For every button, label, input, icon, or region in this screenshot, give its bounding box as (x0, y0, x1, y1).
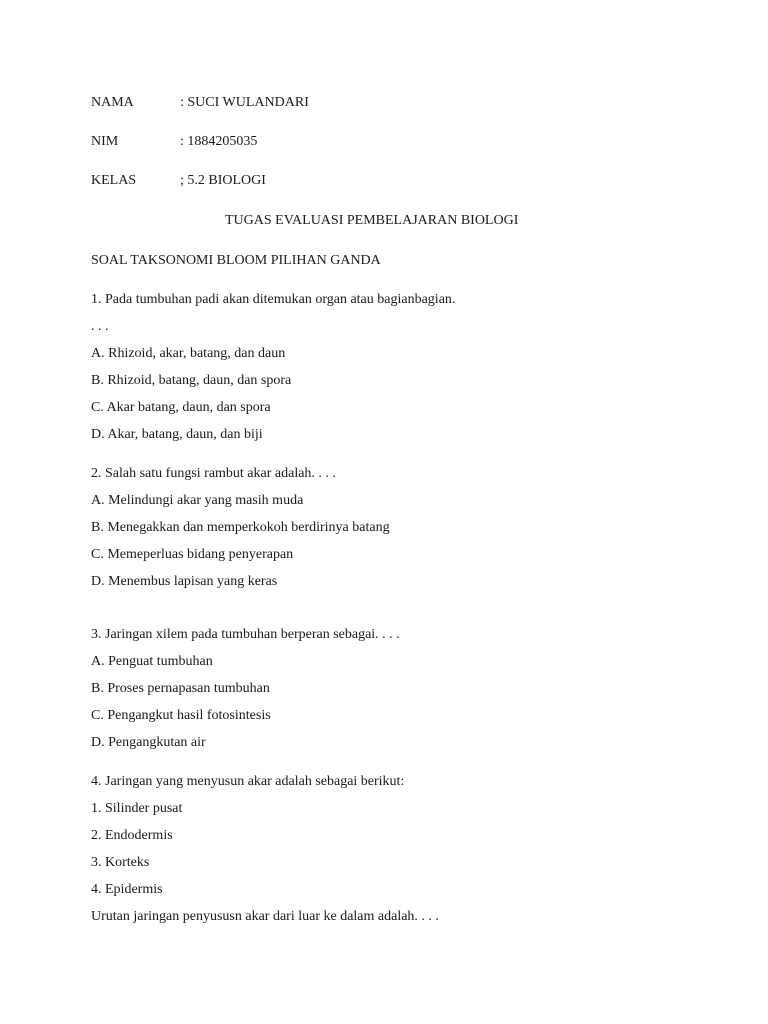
question-2-option-d: D. Menembus lapisan yang keras (91, 574, 278, 589)
question-2-text: 2. Salah satu fungsi rambut akar adalah. . . . (91, 466, 336, 481)
question-3-option-d: D. Pengangkutan air (91, 735, 206, 750)
question-3-option-b: B. Proses pernapasan tumbuhan (91, 681, 270, 696)
question-4-item-4: 4. Epidermis (91, 882, 163, 897)
question-1-option-c: C. Akar batang, daun, dan spora (91, 400, 271, 415)
question-1-option-a: A. Rhizoid, akar, batang, dan daun (91, 346, 286, 361)
question-1-option-d: D. Akar, batang, daun, dan biji (91, 427, 263, 442)
field-kelas-label: KELAS (91, 173, 137, 188)
question-4-text: 4. Jaringan yang menyusun akar adalah sebagai berikut: (91, 774, 405, 789)
question-3-option-c: C. Pengangkut hasil fotosintesis (91, 708, 271, 723)
question-4-item-3: 3. Korteks (91, 855, 150, 870)
field-nim-value: : 1884205035 (180, 134, 258, 149)
question-4-text-end: Urutan jaringan penyususn akar dari luar ke dalam adalah. . . . (91, 909, 439, 924)
question-2-option-b: B. Menegakkan dan memperkokoh berdirinya batang (91, 520, 390, 535)
field-nama-label: NAMA (91, 95, 134, 110)
question-2-option-a: A. Melindungi akar yang masih muda (91, 493, 304, 508)
field-nim-label: NIM (91, 134, 119, 149)
question-4-item-1: 1. Silinder pusat (91, 801, 183, 816)
document-title: TUGAS EVALUASI PEMBELAJARAN BIOLOGI (225, 213, 519, 228)
question-1-text-cont: . . . (91, 319, 109, 334)
field-kelas-value: ; 5.2 BIOLOGI (180, 173, 266, 188)
question-3-option-a: A. Penguat tumbuhan (91, 654, 213, 669)
section-heading: SOAL TAKSONOMI BLOOM PILIHAN GANDA (91, 253, 381, 268)
field-nama-value: : SUCI WULANDARI (180, 95, 309, 110)
question-3-text: 3. Jaringan xilem pada tumbuhan berperan sebagai. . . . (91, 627, 400, 642)
question-4-item-2: 2. Endodermis (91, 828, 173, 843)
question-2-option-c: C. Memeperluas bidang penyerapan (91, 547, 294, 562)
question-1-option-b: B. Rhizoid, batang, daun, dan spora (91, 373, 292, 388)
question-1-text: 1. Pada tumbuhan padi akan ditemukan organ atau bagianbagian. (91, 292, 456, 307)
